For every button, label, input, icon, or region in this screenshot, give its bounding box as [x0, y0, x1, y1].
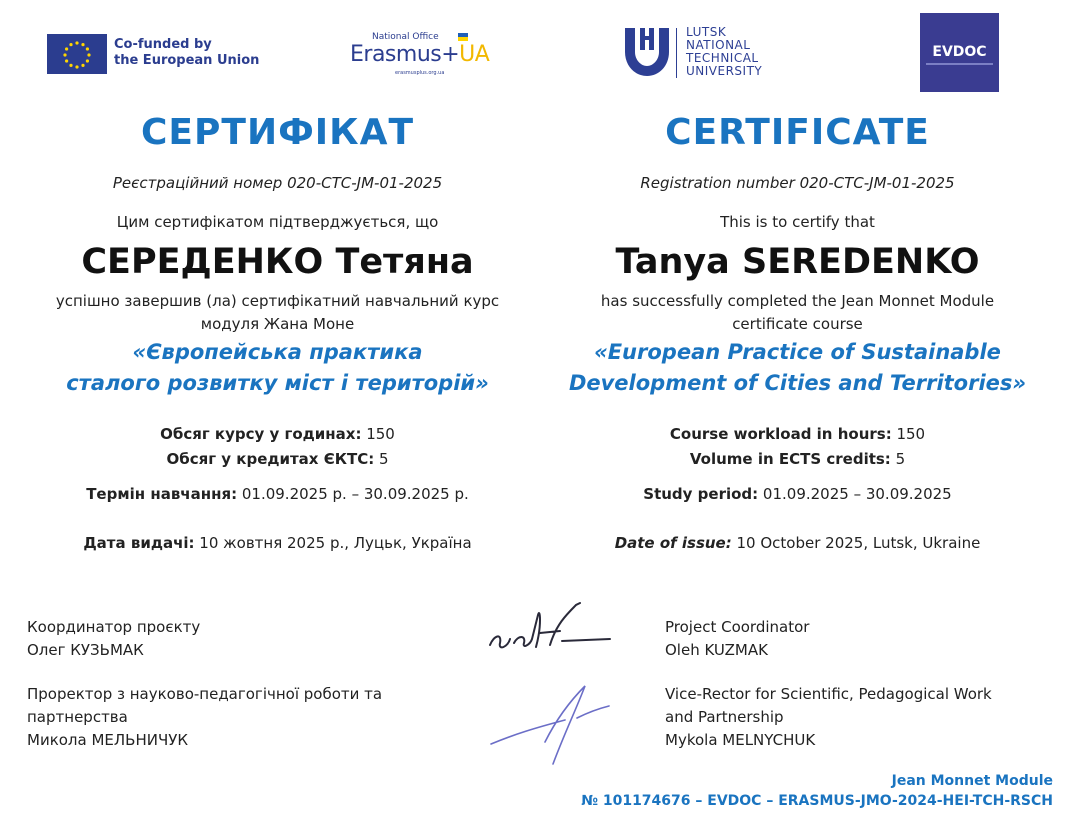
lntu-divider: [676, 28, 677, 78]
ua-issue-value: 10 жовтня 2025 р., Луцьк, Україна: [194, 534, 472, 552]
ua-credits-label: Обсяг у кредитах ЄКТС:: [166, 450, 375, 468]
en-period-value: 01.09.2025 – 30.09.2025: [758, 485, 952, 503]
en-coordinator-role: Project Coordinator: [665, 618, 810, 636]
footer-line1: Jean Monnet Module: [891, 773, 1053, 789]
ua-completion-text: [20, 290, 535, 336]
en-credits-label: Volume in ECTS credits:: [689, 450, 891, 468]
eu-cofunded-label: [114, 37, 259, 69]
ua-coordinator-role: Координатор проєкту: [27, 618, 201, 636]
erasmus-url: erasmusplus.org.ua: [395, 70, 445, 76]
en-registration: Registration number 020-CTC-JM-01-2025: [640, 174, 955, 192]
ua-issue-date: [20, 531, 535, 556]
en-completion-text: [550, 290, 1045, 336]
en-course-line1: «European Practice of Sustainable: [594, 340, 1001, 364]
en-coordinator-block: [665, 616, 1065, 662]
en-vicerector-role-line2: and Partnership: [665, 708, 784, 726]
en-vicerector-block: [665, 683, 1065, 752]
en-credits-value: 5: [890, 450, 906, 468]
en-course-line2: Development of Cities and Territories»: [568, 371, 1027, 395]
en-recipient-name: Tanya SEREDENKO: [615, 242, 980, 282]
vicerector-signature: [485, 672, 625, 772]
ua-workload: [20, 422, 535, 472]
eu-flag-icon: [47, 34, 107, 74]
lntu-wordmark: [686, 26, 762, 78]
en-issue-value: 10 October 2025, Lutsk, Ukraine: [731, 534, 981, 552]
en-coordinator-name: Oleh KUZMAK: [665, 641, 768, 659]
en-vicerector-name: Mykola MELNYCHUK: [665, 731, 816, 749]
en-issue-label: Date of issue:: [614, 534, 732, 552]
ua-done-line1: успішно завершив (ла) сертифікатний навчальний курс: [55, 292, 500, 310]
lntu-line2: NATIONAL: [686, 38, 751, 52]
evdoc-underline: [926, 63, 993, 65]
footer-project-info: [353, 771, 1053, 811]
ua-vicerector-role-line2: партнерства: [27, 708, 128, 726]
ua-vicerector-block: [27, 683, 467, 752]
en-certify-text: This is to certify that: [720, 213, 875, 231]
erasmus-ua: UA: [459, 42, 490, 67]
eu-line2: the European Union: [114, 53, 260, 68]
ukraine-flag-icon: [458, 33, 468, 41]
lntu-line1: LUTSK: [686, 25, 727, 39]
erasmus-national-office: National Office: [372, 32, 439, 42]
en-period-label: Study period:: [643, 485, 759, 503]
ua-done-line2: модуля Жана Моне: [200, 315, 355, 333]
ua-course-title: [20, 337, 535, 399]
ua-recipient-name: СЕРЕДЕНКО Тетяна: [81, 242, 474, 282]
evdoc-label: EVDOC: [932, 44, 987, 60]
erasmus-wordmark: [350, 42, 489, 67]
en-done-line2: certificate course: [732, 315, 863, 333]
ua-registration: Реєстраційний номер 020-СТС-JM-01-2025: [112, 174, 443, 192]
en-issue-date: [550, 531, 1045, 556]
eu-line1: Co-funded by: [114, 37, 212, 52]
en-study-period: [550, 482, 1045, 507]
ua-study-period: [20, 482, 535, 507]
lntu-shield-icon: [623, 26, 671, 78]
footer-line2: № 101174676 – EVDOC – ERASMUS-JMO-2024-HEI-TCH-RSCH: [581, 793, 1053, 809]
en-workload: [550, 422, 1045, 472]
en-hours-value: 150: [891, 425, 926, 443]
erasmus-text: Erasmus+: [350, 42, 460, 67]
erasmus-logo: [350, 30, 490, 80]
en-course-title: [545, 337, 1050, 399]
ua-issue-label: Дата видачі:: [83, 534, 195, 552]
ua-title: СЕРТИФІКАТ: [140, 112, 415, 153]
ua-period-label: Термін навчання:: [86, 485, 238, 503]
en-hours-label: Course workload in hours:: [669, 425, 892, 443]
coordinator-signature: [480, 595, 620, 665]
lntu-line4: UNIVERSITY: [686, 64, 763, 78]
ua-vicerector-role-line1: Проректор з науково-педагогічної роботи та: [27, 685, 383, 703]
ua-course-line1: «Європейська практика: [132, 340, 423, 364]
ua-hours-label: Обсяг курсу у годинах:: [160, 425, 362, 443]
ua-period-value: 01.09.2025 р. – 30.09.2025 р.: [237, 485, 469, 503]
ua-coordinator-block: [27, 616, 467, 662]
ua-course-line2: сталого розвитку міст і територій»: [66, 371, 489, 395]
ua-certify-text: Цим сертифікатом підтверджується, що: [116, 213, 439, 231]
ua-vicerector-name: Микола МЕЛЬНИЧУК: [27, 731, 189, 749]
en-vicerector-role-line1: Vice-Rector for Scientific, Pedagogical Work: [665, 685, 992, 703]
ua-credits-value: 5: [374, 450, 389, 468]
lntu-line3: TECHNICAL: [686, 51, 759, 65]
ua-hours-value: 150: [361, 425, 395, 443]
ua-coordinator-name: Олег КУЗЬМАК: [27, 641, 144, 659]
evdoc-logo: [920, 13, 999, 92]
en-done-line1: has successfully completed the Jean Monnet Module: [600, 292, 995, 310]
en-title: CERTIFICATE: [665, 112, 930, 153]
